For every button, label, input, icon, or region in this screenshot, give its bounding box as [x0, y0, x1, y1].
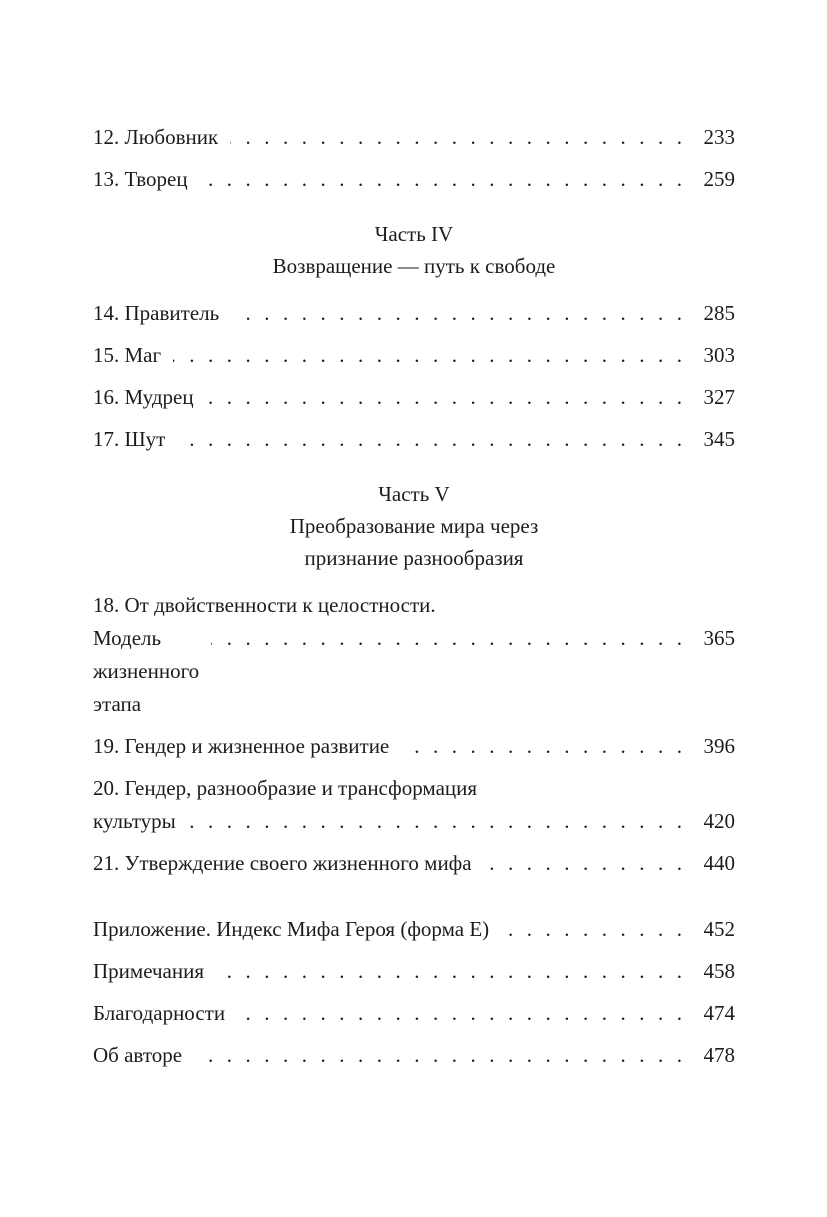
toc-entry — [93, 163, 735, 196]
toc-entry-title-line1: 20. Гендер, разнообразие и трансформация — [93, 776, 478, 800]
toc-entry — [93, 997, 735, 1030]
toc-entry-title: Благодарности — [93, 1001, 226, 1025]
toc-entry — [93, 339, 735, 372]
toc-entry-title: 16. Мудрец — [93, 385, 194, 409]
toc-entry — [93, 121, 735, 154]
dot-leader — [206, 381, 683, 414]
dot-leader — [230, 121, 683, 154]
toc-entry — [93, 423, 735, 456]
toc-entry-title: 14. Правитель — [93, 301, 220, 325]
toc-entry — [93, 955, 735, 988]
toc-entry-page: 327 — [703, 385, 735, 409]
toc-entry-page: 452 — [703, 917, 735, 941]
toc-entry-title-line2: Модель жизненного этапа — [93, 626, 200, 716]
toc-entry-page: 420 — [703, 809, 735, 833]
toc-entry-title: 12. Любовник — [93, 125, 219, 149]
toc-entry-page: 233 — [703, 125, 735, 149]
toc-entry-page: 474 — [703, 1001, 735, 1025]
toc-entry-page: 303 — [703, 343, 735, 367]
toc-entry-page: 365 — [703, 626, 735, 650]
dot-leader — [211, 622, 683, 655]
table-of-contents — [93, 121, 735, 1072]
toc-entry-title: 15. Маг — [93, 343, 162, 367]
toc-entry-title: 17. Шут — [93, 427, 166, 451]
part-subtitle: Преобразование мира через — [289, 514, 539, 538]
dot-leader — [177, 423, 683, 456]
toc-entry-page: 259 — [703, 167, 735, 191]
part-heading-5 — [93, 478, 735, 574]
toc-entry — [93, 847, 735, 880]
dot-leader — [188, 805, 683, 838]
toc-entry — [93, 730, 735, 763]
dot-leader — [231, 297, 683, 330]
dot-leader — [194, 1039, 683, 1072]
toc-entry-title: 19. Гендер и жизненное развитие — [93, 734, 390, 758]
part-label: Часть V — [378, 482, 450, 506]
toc-entry-title: Примечания — [93, 959, 205, 983]
toc-entry-page: 396 — [703, 734, 735, 758]
toc-entry-page: 345 — [703, 427, 735, 451]
toc-entry-title: Об авторе — [93, 1043, 183, 1067]
dot-leader — [200, 163, 683, 196]
toc-entry-title-line2: культуры — [93, 809, 176, 833]
part-heading-4 — [93, 218, 735, 282]
part-label: Часть IV — [374, 222, 454, 246]
toc-entry — [93, 381, 735, 414]
toc-entry-page: 440 — [703, 851, 735, 875]
dot-leader — [501, 913, 683, 946]
dot-leader — [401, 730, 683, 763]
toc-entry-title: Приложение. Индекс Мифа Героя (форма Е) — [93, 917, 490, 941]
dot-leader — [173, 339, 683, 372]
toc-entry — [93, 772, 735, 838]
dot-leader — [484, 847, 683, 880]
part-subtitle: Возвращение — путь к свободе — [272, 254, 556, 278]
toc-entry-page: 458 — [703, 959, 735, 983]
toc-entry-title-line1: 18. От двойственности к целостности. — [93, 593, 436, 617]
toc-entry — [93, 913, 735, 946]
toc-entry-page: 285 — [703, 301, 735, 325]
dot-leader — [216, 955, 683, 988]
toc-entry-page: 478 — [703, 1043, 735, 1067]
toc-entry — [93, 589, 735, 721]
appendix-section — [93, 913, 735, 1072]
toc-entry — [93, 297, 735, 330]
part-subtitle: признание разнообразия — [304, 546, 524, 570]
toc-entry-title: 21. Утверждение своего жизненного мифа — [93, 851, 472, 875]
toc-entry — [93, 1039, 735, 1072]
dot-leader — [237, 997, 683, 1030]
toc-entry-title: 13. Творец — [93, 167, 188, 191]
